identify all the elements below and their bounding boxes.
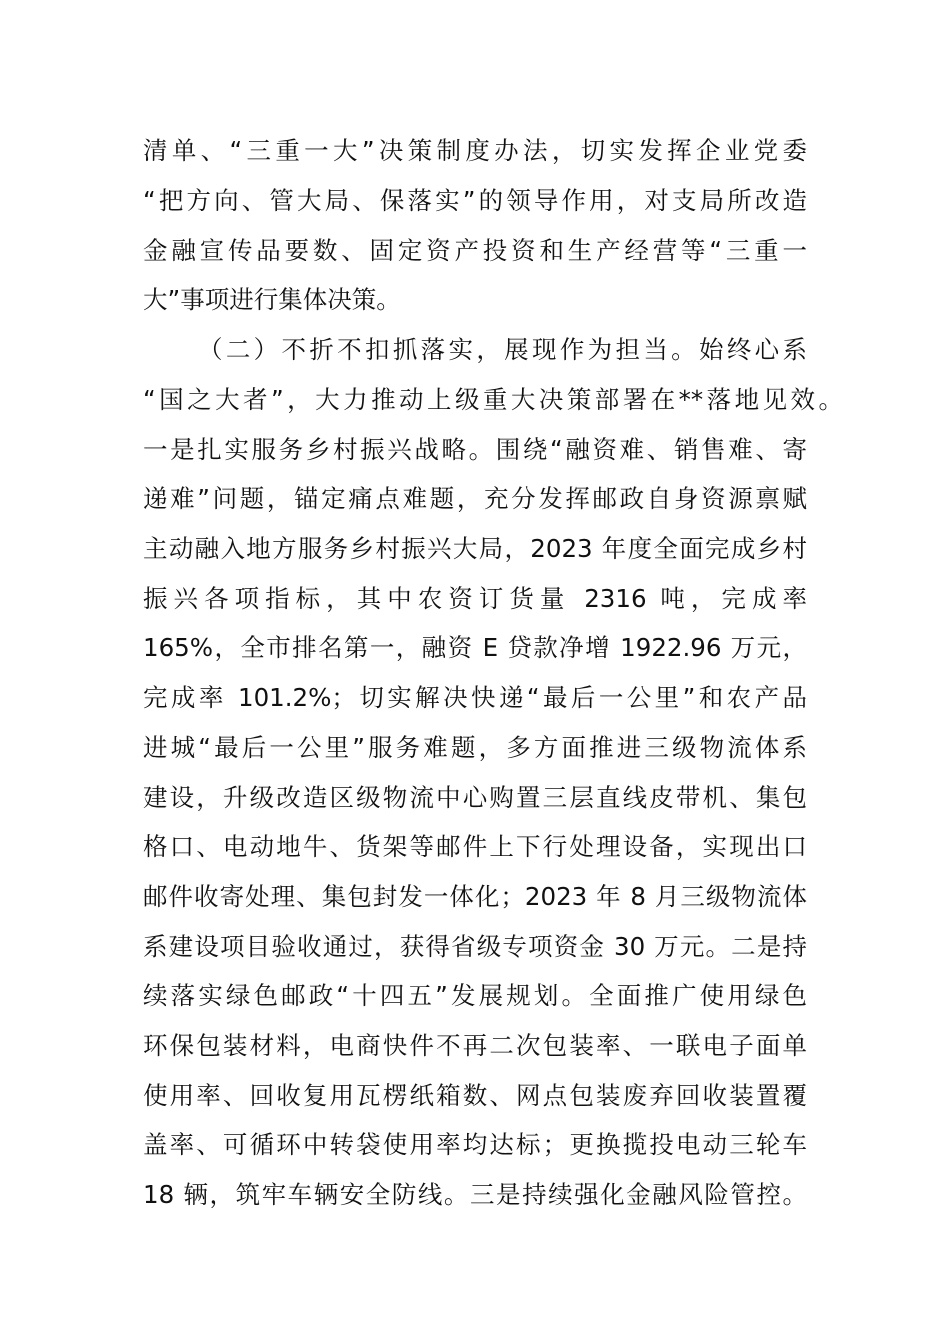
text-line-8: 递难”问题，锚定痛点难题，充分发挥邮政自身资源禀赋 [143, 484, 807, 513]
text-line-13: 进城“最后一公里”服务难题，多方面推进三级物流体系 [143, 733, 807, 762]
text-line-14: 建设，升级改造区级物流中心购置三层直线皮带机、集包 [143, 783, 807, 812]
text-line-10: 振兴各项指标，其中农资订货量 2316 吨，完成率 [143, 584, 807, 613]
text-line-12: 完成率 101.2%；切实解决快递“最后一公里”和农产品 [143, 683, 807, 712]
text-line-4: 大”事项进行集体决策。 [143, 285, 401, 314]
text-line-6: “国之大者”，大力推动上级重大决策部署在**落地见效。 [143, 385, 843, 414]
text-line-19: 环保包装材料，电商快件不再二次包装率、一联电子面单 [143, 1031, 807, 1060]
text-line-22: 18 辆，筑牢车辆安全防线。三是持续强化金融风险管控。 [143, 1180, 807, 1209]
text-line-3: 金融宣传品要数、固定资产投资和生产经营等“三重一 [143, 236, 807, 265]
text-line-18: 续落实绿色邮政“十四五”发展规划。全面推广使用绿色 [143, 981, 807, 1010]
text-line-2: “把方向、管大局、保落实”的领导作用，对支局所改造 [143, 186, 807, 215]
text-line-16: 邮件收寄处理、集包封发一体化；2023 年 8 月三级物流体 [143, 882, 807, 911]
text-line-1: 清单、“三重一大”决策制度办法，切实发挥企业党委 [143, 136, 807, 165]
paragraph-heading-line: （二）不折不扣抓落实，展现作为担当。始终心系 [198, 335, 807, 364]
text-line-17: 系建设项目验收通过，获得省级专项资金 30 万元。二是持 [143, 932, 807, 961]
text-line-7: 一是扎实服务乡村振兴战略。围绕“融资难、销售难、寄 [143, 435, 807, 464]
text-line-9: 主动融入地方服务乡村振兴大局，2023 年度全面完成乡村 [143, 534, 807, 563]
text-line-15: 格口、电动地牛、货架等邮件上下行处理设备，实现出口 [143, 832, 807, 861]
text-line-20: 使用率、回收复用瓦楞纸箱数、网点包装废弃回收装置覆 [143, 1081, 807, 1110]
text-line-11: 165%，全市排名第一，融资 E 贷款净增 1922.96 万元， [143, 633, 807, 662]
text-line-21: 盖率、可循环中转袋使用率均达标；更换揽投电动三轮车 [143, 1130, 807, 1159]
